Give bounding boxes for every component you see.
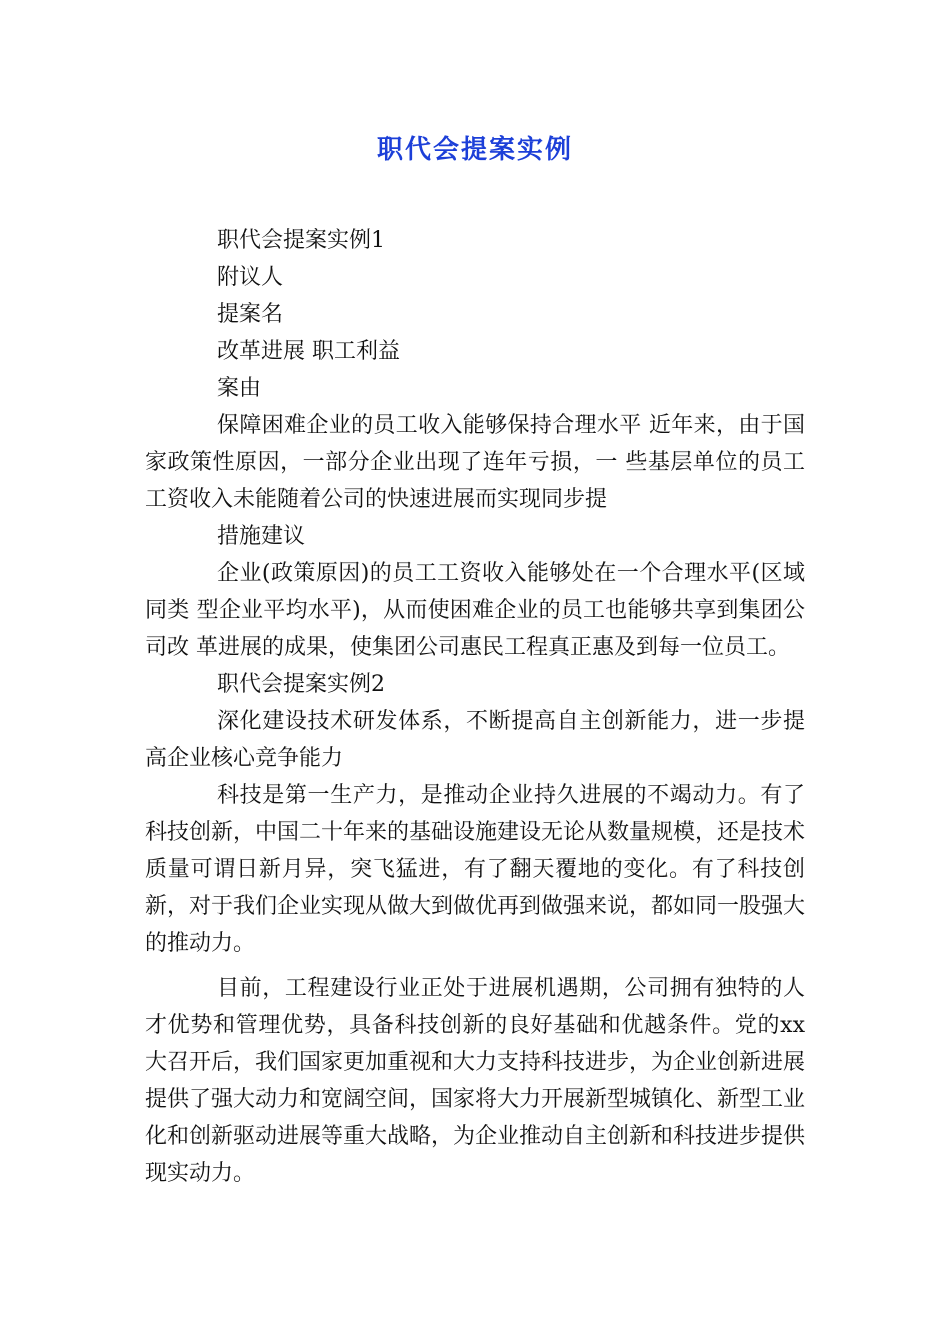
- paragraph-cause-text: 保障困难企业的员工收入能够保持合理水平 近年来，由于国家政策性原因，一部分企业出现了连年亏损，一 些基层单位的员工工资收入未能随着公司的快速进展而实现同步提: [145, 413, 805, 512]
- paragraph-measures-text: 企业(政策原因)的员工工资收入能够处在一个合理水平(区域同类 型企业平均水平)，从而使困难企业的员工也能够共享到集团公司改 革进展的成果，使集团公司惠民工程真正惠及到每一位员工。: [145, 561, 805, 660]
- document-body: [145, 222, 805, 1192]
- paragraph-seconder: 附议人: [217, 265, 284, 290]
- paragraph-technology-text: 科技是第一生产力，是推动企业持久进展的不竭动力。有了科技创新，中国二十年来的基础设施建设无论从数量规模，还是技术质量可谓日新月异，突飞猛进，有了翻天覆地的变化。有了科技创新，对于我们企业实现从做大到做优再到做强来说，都如同一股强大的推动力。: [145, 783, 806, 956]
- paragraph-heading-example-1: 职代会提案实例1: [217, 228, 385, 253]
- paragraph-cause-label: 案由: [217, 376, 262, 401]
- paragraph-example-2-subject: 深化建设技术研发体系，不断提高自主创新能力，进一步提高企业核心竞争能力: [145, 709, 805, 771]
- paragraph-proposal-name: 提案名: [217, 302, 284, 327]
- document-title: 职代会提案实例: [376, 135, 573, 165]
- paragraph-proposal-topic: 改革进展 职工利益: [217, 339, 400, 364]
- paragraph-heading-example-2: 职代会提案实例2: [217, 672, 385, 697]
- paragraph-measures-label: 措施建议: [217, 524, 306, 549]
- paragraph-current-situation-text: 目前，工程建设行业正处于进展机遇期，公司拥有独特的人才优势和管理优势，具备科技创新的良好基础和优越条件。党的xx大召开后，我们国家更加重视和大力支持科技进步，为企业创新进展提供了强大动力和宽阔空间，国家将大力开展新型城镇化、新型工业化和创新驱动进展等重大战略，为企业推动自主创新和科技进步提供现实动力。: [145, 976, 806, 1186]
